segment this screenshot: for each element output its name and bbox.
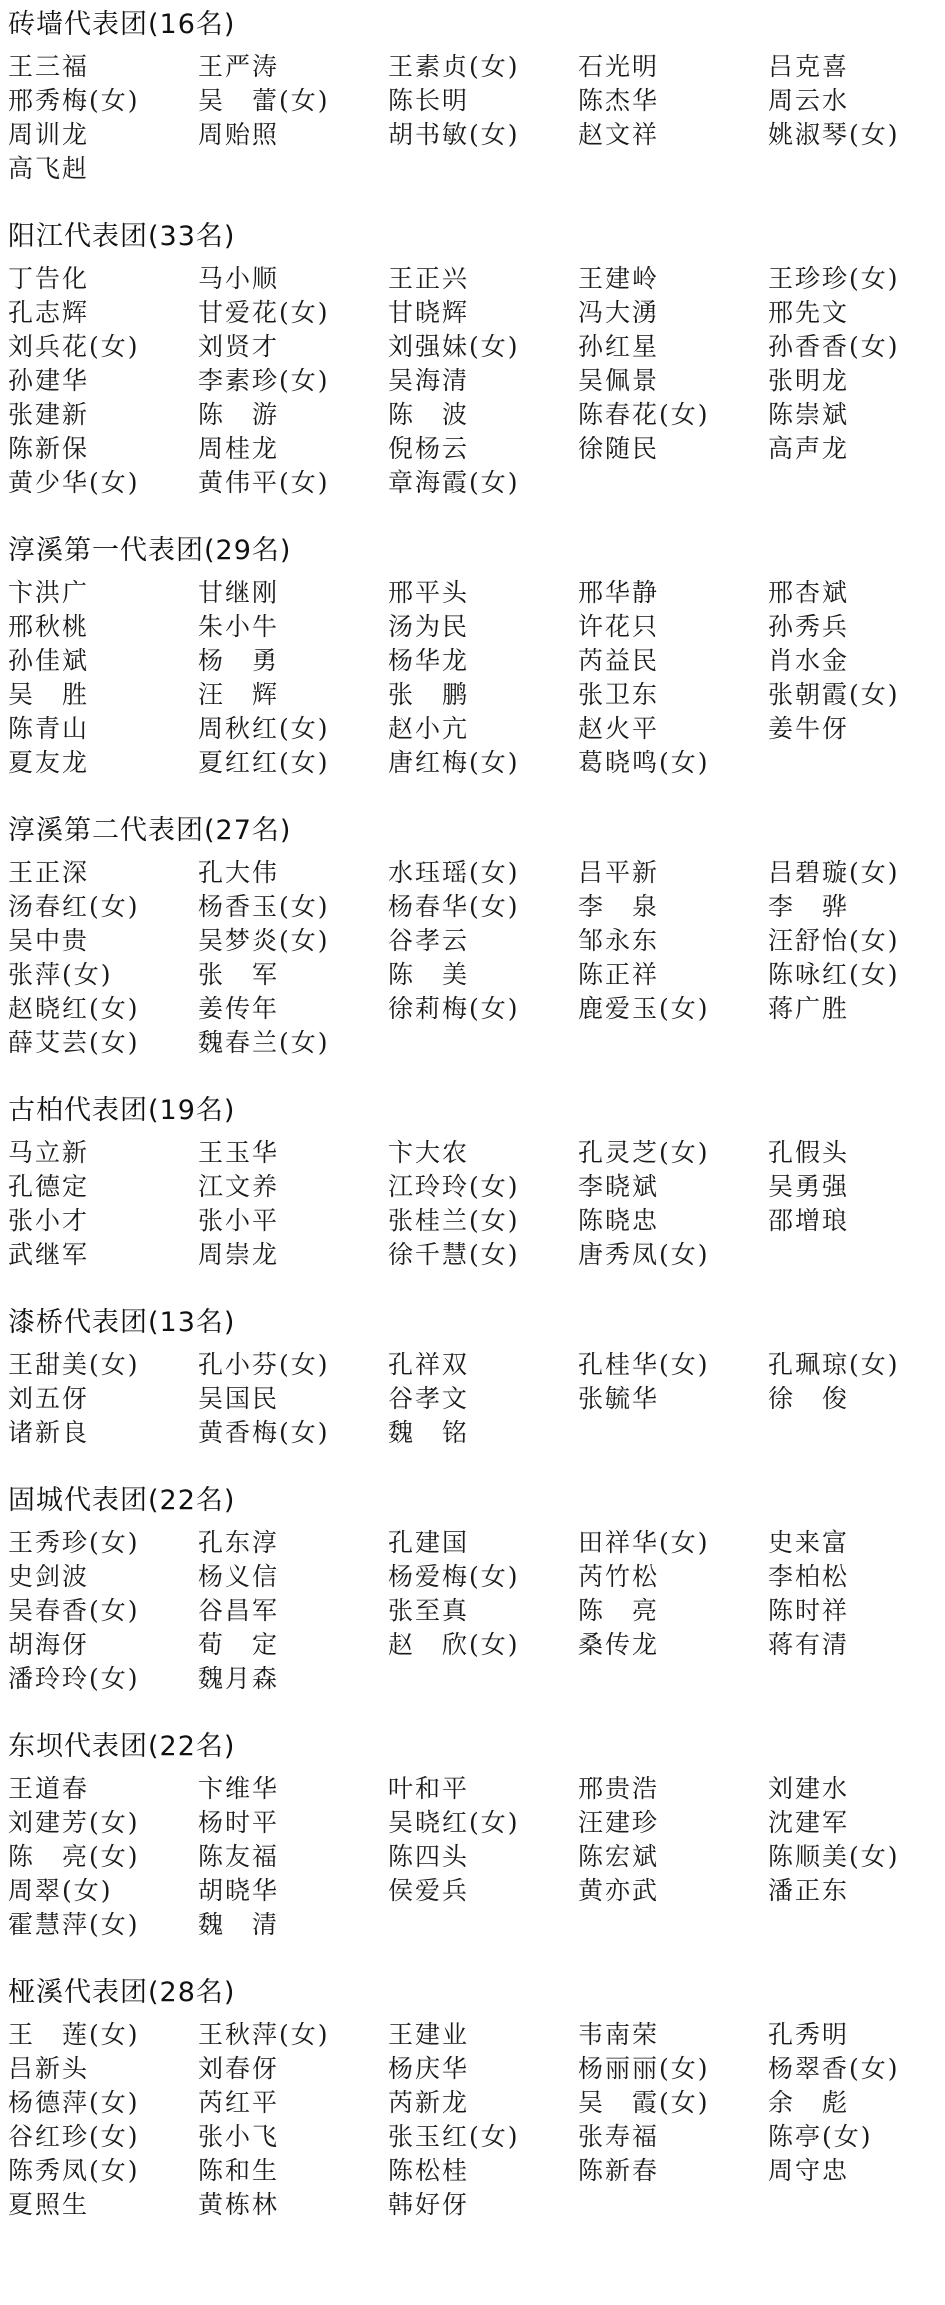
member-name: 周崇龙 — [198, 1240, 280, 1269]
member-name: 孔小芬(女) — [198, 1350, 330, 1379]
member-name: 周云水 — [768, 86, 850, 115]
member-name: 薛艾芸(女) — [8, 1028, 140, 1057]
member-name: 邢秀梅(女) — [8, 86, 140, 115]
member-name: 陈顺美(女) — [768, 1842, 900, 1871]
member-name: 夏照生 — [8, 2190, 90, 2219]
member-name: 胡晓华 — [198, 1876, 280, 1905]
delegation-title: 淳溪第一代表团(29名) — [8, 535, 292, 566]
member-name: 江玲玲(女) — [388, 1172, 520, 1201]
delegation-section — [8, 1092, 945, 1304]
member-name: 孙秀兵 — [768, 612, 850, 641]
member-name: 桑传龙 — [578, 1630, 660, 1659]
member-name: 韩好伢 — [388, 2190, 470, 2219]
member-name: 孔大伟 — [198, 858, 280, 887]
member-name: 陈友福 — [198, 1842, 280, 1871]
member-name: 孔秀明 — [768, 2020, 850, 2049]
member-name: 徐莉梅(女) — [388, 994, 520, 1023]
section-spacer — [8, 1696, 945, 1728]
delegation-section — [8, 532, 945, 812]
member-name: 刘建芳(女) — [8, 1808, 140, 1837]
member-name: 孙佳斌 — [8, 646, 90, 675]
member-name: 陈时祥 — [768, 1596, 850, 1625]
member-name: 张小飞 — [198, 2122, 280, 2151]
delegation-section — [8, 1974, 945, 2254]
member-name: 王珍珍(女) — [768, 264, 900, 293]
member-name: 吴 霞(女) — [578, 2088, 710, 2117]
member-name: 周贻照 — [198, 120, 280, 149]
member-name: 甘爱花(女) — [198, 298, 330, 327]
member-name: 潘正东 — [768, 1876, 850, 1905]
member-name: 陈晓忠 — [578, 1206, 660, 1235]
member-name: 吴佩景 — [578, 366, 660, 395]
member-name: 邢先文 — [768, 298, 850, 327]
member-name: 许花只 — [578, 612, 660, 641]
member-name: 胡书敏(女) — [388, 120, 520, 149]
member-name: 潘玲玲(女) — [8, 1664, 140, 1693]
delegation-section — [8, 1304, 945, 1482]
member-name: 孔灵芝(女) — [578, 1138, 710, 1167]
member-name: 张建新 — [8, 400, 90, 429]
member-name: 石光明 — [578, 52, 660, 81]
member-name: 水珏瑶(女) — [388, 858, 520, 887]
member-name: 荀 定 — [198, 1630, 280, 1659]
member-name: 王秋萍(女) — [198, 2020, 330, 2049]
member-name: 汤为民 — [388, 612, 470, 641]
member-name: 张朝霞(女) — [768, 680, 900, 709]
delegation-title: 淳溪第二代表团(27名) — [8, 815, 292, 846]
member-name: 刘强妹(女) — [388, 332, 520, 361]
member-name: 邢平头 — [388, 578, 470, 607]
member-name: 田祥华(女) — [578, 1528, 710, 1557]
member-name: 周桂龙 — [198, 434, 280, 463]
member-name: 孙建华 — [8, 366, 90, 395]
member-name: 刘贤才 — [198, 332, 280, 361]
member-name: 张至真 — [388, 1596, 470, 1625]
delegation-section — [8, 1482, 945, 1728]
member-name: 周秋红(女) — [198, 714, 330, 743]
member-name: 孔祥双 — [388, 1350, 470, 1379]
member-name: 吕碧璇(女) — [768, 858, 900, 887]
member-name: 蒋有清 — [768, 1630, 850, 1659]
member-name: 汤春红(女) — [8, 892, 140, 921]
delegation-title: 漆桥代表团(13名) — [8, 1307, 236, 1338]
member-name: 孔东淳 — [198, 1528, 280, 1557]
member-name: 张小才 — [8, 1206, 90, 1235]
member-name: 卞洪广 — [8, 578, 90, 607]
section-spacer — [8, 780, 945, 812]
member-name: 姜传年 — [198, 994, 280, 1023]
member-name: 邵增琅 — [768, 1206, 850, 1235]
member-name: 谷孝云 — [388, 926, 470, 955]
member-name: 王道春 — [8, 1774, 90, 1803]
member-grid — [8, 1136, 945, 1272]
delegation-title: 桠溪代表团(28名) — [8, 1977, 236, 2008]
section-spacer — [8, 1060, 945, 1092]
member-name: 周守忠 — [768, 2156, 850, 2185]
member-name: 邢贵浩 — [578, 1774, 660, 1803]
member-name: 谷红珍(女) — [8, 2122, 140, 2151]
section-spacer — [8, 2222, 945, 2254]
member-name: 刘兵花(女) — [8, 332, 140, 361]
member-name: 芮红平 — [198, 2088, 280, 2117]
member-name: 芮益民 — [578, 646, 660, 675]
member-name: 孙香香(女) — [768, 332, 900, 361]
member-name: 陈亭(女) — [768, 2122, 873, 2151]
member-name: 李晓斌 — [578, 1172, 660, 1201]
member-name: 唐红梅(女) — [388, 748, 520, 777]
member-name: 唐秀凤(女) — [578, 1240, 710, 1269]
member-name: 张 鹏 — [388, 680, 470, 709]
member-name: 汪舒怡(女) — [768, 926, 900, 955]
member-name: 陈 游 — [198, 400, 280, 429]
member-name: 高飞赳 — [8, 154, 90, 183]
member-name: 冯大湧 — [578, 298, 660, 327]
member-name: 高声龙 — [768, 434, 850, 463]
member-name: 王正兴 — [388, 264, 470, 293]
member-name: 夏友龙 — [8, 748, 90, 777]
member-name: 邢华静 — [578, 578, 660, 607]
member-name: 甘继刚 — [198, 578, 280, 607]
member-name: 陈春花(女) — [578, 400, 710, 429]
member-name: 陈新保 — [8, 434, 90, 463]
member-name: 吕平新 — [578, 858, 660, 887]
section-spacer — [8, 186, 945, 218]
member-name: 张小平 — [198, 1206, 280, 1235]
member-name: 丁告化 — [8, 264, 90, 293]
member-name: 孙红星 — [578, 332, 660, 361]
member-name: 李柏松 — [768, 1562, 850, 1591]
member-name: 赵火平 — [578, 714, 660, 743]
member-name: 叶和平 — [388, 1774, 470, 1803]
member-name: 陈崇斌 — [768, 400, 850, 429]
member-name: 卞维华 — [198, 1774, 280, 1803]
member-name: 孔德定 — [8, 1172, 90, 1201]
member-name: 黄伟平(女) — [198, 468, 330, 497]
member-name: 孔建国 — [388, 1528, 470, 1557]
member-name: 王甜美(女) — [8, 1350, 140, 1379]
member-name: 吴 蕾(女) — [198, 86, 330, 115]
member-name: 刘五伢 — [8, 1384, 90, 1413]
member-name: 陈 波 — [388, 400, 470, 429]
member-name: 陈松桂 — [388, 2156, 470, 2185]
member-name: 邹永东 — [578, 926, 660, 955]
member-name: 张寿福 — [578, 2122, 660, 2151]
member-name: 杨翠香(女) — [768, 2054, 900, 2083]
member-name: 王素贞(女) — [388, 52, 520, 81]
member-name: 陈 亮(女) — [8, 1842, 140, 1871]
member-name: 杨香玉(女) — [198, 892, 330, 921]
member-name: 肖水金 — [768, 646, 850, 675]
delegation-title: 砖墙代表团(16名) — [8, 9, 236, 40]
member-name: 侯爱兵 — [388, 1876, 470, 1905]
member-name: 张明龙 — [768, 366, 850, 395]
member-name: 刘建水 — [768, 1774, 850, 1803]
member-name: 杨华龙 — [388, 646, 470, 675]
member-name: 蒋广胜 — [768, 994, 850, 1023]
member-name: 张桂兰(女) — [388, 1206, 520, 1235]
member-name: 马立新 — [8, 1138, 90, 1167]
member-name: 杨爱梅(女) — [388, 1562, 520, 1591]
member-name: 周翠(女) — [8, 1876, 113, 1905]
member-name: 张毓华 — [578, 1384, 660, 1413]
member-name: 胡海伢 — [8, 1630, 90, 1659]
member-name: 王三福 — [8, 52, 90, 81]
member-name: 赵 欣(女) — [388, 1630, 520, 1659]
member-name: 陈四头 — [388, 1842, 470, 1871]
member-name: 杨时平 — [198, 1808, 280, 1837]
member-name: 鹿爱玉(女) — [578, 994, 710, 1023]
member-name: 陈秀凤(女) — [8, 2156, 140, 2185]
member-name: 王建业 — [388, 2020, 470, 2049]
member-name: 甘晓辉 — [388, 298, 470, 327]
member-name: 黄少华(女) — [8, 468, 140, 497]
member-grid — [8, 576, 945, 780]
member-name: 武继军 — [8, 1240, 90, 1269]
member-grid — [8, 2018, 945, 2222]
member-name: 杨 勇 — [198, 646, 280, 675]
member-name: 陈 亮 — [578, 1596, 660, 1625]
member-name: 王 莲(女) — [8, 2020, 140, 2049]
member-name: 王正深 — [8, 858, 90, 887]
member-name: 吴晓红(女) — [388, 1808, 520, 1837]
member-name: 陈咏红(女) — [768, 960, 900, 989]
member-name: 魏月森 — [198, 1664, 280, 1693]
member-name: 吴勇强 — [768, 1172, 850, 1201]
section-spacer — [8, 1272, 945, 1304]
delegation-title: 阳江代表团(33名) — [8, 221, 236, 252]
delegation-section — [8, 1728, 945, 1974]
member-name: 吴中贵 — [8, 926, 90, 955]
member-name: 张卫东 — [578, 680, 660, 709]
member-grid — [8, 1772, 945, 1942]
member-name: 赵小亢 — [388, 714, 470, 743]
member-name: 霍慧萍(女) — [8, 1910, 140, 1939]
member-name: 陈青山 — [8, 714, 90, 743]
member-name: 陈和生 — [198, 2156, 280, 2185]
member-name: 王玉华 — [198, 1138, 280, 1167]
member-name: 徐千慧(女) — [388, 1240, 520, 1269]
member-name: 陈杰华 — [578, 86, 660, 115]
delegation-title: 固城代表团(22名) — [8, 1485, 236, 1516]
member-name: 王秀珍(女) — [8, 1528, 140, 1557]
member-name: 杨丽丽(女) — [578, 2054, 710, 2083]
member-name: 徐 俊 — [768, 1384, 850, 1413]
member-name: 王建岭 — [578, 264, 660, 293]
member-name: 孔桂华(女) — [578, 1350, 710, 1379]
member-grid — [8, 50, 945, 186]
delegation-title: 古柏代表团(19名) — [8, 1095, 236, 1126]
member-name: 魏春兰(女) — [198, 1028, 330, 1057]
member-name: 陈宏斌 — [578, 1842, 660, 1871]
member-name: 余 彪 — [768, 2088, 850, 2117]
member-name: 谷昌军 — [198, 1596, 280, 1625]
member-name: 陈正祥 — [578, 960, 660, 989]
member-name: 汪建珍 — [578, 1808, 660, 1837]
member-name: 史剑波 — [8, 1562, 90, 1591]
member-name: 吕新头 — [8, 2054, 90, 2083]
member-name: 李 骅 — [768, 892, 850, 921]
member-name: 葛晓鸣(女) — [578, 748, 710, 777]
member-name: 史来富 — [768, 1528, 850, 1557]
member-name: 李 泉 — [578, 892, 660, 921]
member-name: 杨庆华 — [388, 2054, 470, 2083]
member-name: 夏红红(女) — [198, 748, 330, 777]
delegation-title: 东坝代表团(22名) — [8, 1731, 236, 1762]
member-name: 周训龙 — [8, 120, 90, 149]
member-name: 黄栋林 — [198, 2190, 280, 2219]
member-name: 姚淑琴(女) — [768, 120, 900, 149]
member-name: 芮竹松 — [578, 1562, 660, 1591]
member-name: 张玉红(女) — [388, 2122, 520, 2151]
member-name: 邢秋桃 — [8, 612, 90, 641]
member-name: 杨义信 — [198, 1562, 280, 1591]
member-name: 黄香梅(女) — [198, 1418, 330, 1447]
member-grid — [8, 262, 945, 500]
member-name: 孔假头 — [768, 1138, 850, 1167]
member-name: 韦南荣 — [578, 2020, 660, 2049]
member-name: 吴梦炎(女) — [198, 926, 330, 955]
member-name: 卞大农 — [388, 1138, 470, 1167]
member-name: 章海霞(女) — [388, 468, 520, 497]
member-name: 江文养 — [198, 1172, 280, 1201]
member-name: 张萍(女) — [8, 960, 113, 989]
member-name: 陈新春 — [578, 2156, 660, 2185]
delegation-section — [8, 218, 945, 532]
member-grid — [8, 856, 945, 1060]
member-name: 汪 辉 — [198, 680, 280, 709]
section-spacer — [8, 500, 945, 532]
member-name: 吴海清 — [388, 366, 470, 395]
member-name: 赵晓红(女) — [8, 994, 140, 1023]
member-name: 诸新良 — [8, 1418, 90, 1447]
member-name: 邢杏斌 — [768, 578, 850, 607]
member-name: 李素珍(女) — [198, 366, 330, 395]
member-name: 赵文祥 — [578, 120, 660, 149]
member-name: 朱小牛 — [198, 612, 280, 641]
member-name: 吕克喜 — [768, 52, 850, 81]
member-name: 孔珮琼(女) — [768, 1350, 900, 1379]
member-name: 黄亦武 — [578, 1876, 660, 1905]
member-name: 马小顺 — [198, 264, 280, 293]
delegation-section — [8, 812, 945, 1092]
member-name: 魏 清 — [198, 1910, 280, 1939]
member-name: 谷孝文 — [388, 1384, 470, 1413]
member-grid — [8, 1348, 945, 1450]
section-spacer — [8, 1942, 945, 1974]
member-name: 陈长明 — [388, 86, 470, 115]
delegation-section — [8, 6, 945, 218]
member-name: 刘春伢 — [198, 2054, 280, 2083]
member-name: 杨春华(女) — [388, 892, 520, 921]
member-name: 姜牛伢 — [768, 714, 850, 743]
member-name: 徐随民 — [578, 434, 660, 463]
member-name: 杨德萍(女) — [8, 2088, 140, 2117]
member-name: 孔志辉 — [8, 298, 90, 327]
member-name: 沈建军 — [768, 1808, 850, 1837]
section-spacer — [8, 1450, 945, 1482]
member-name: 王严涛 — [198, 52, 280, 81]
member-name: 吴国民 — [198, 1384, 280, 1413]
member-name: 吴 胜 — [8, 680, 90, 709]
member-name: 陈 美 — [388, 960, 470, 989]
member-grid — [8, 1526, 945, 1696]
member-name: 魏 铭 — [388, 1418, 470, 1447]
member-name: 芮新龙 — [388, 2088, 470, 2117]
member-name: 张 军 — [198, 960, 280, 989]
member-name: 倪杨云 — [388, 434, 470, 463]
member-name: 吴春香(女) — [8, 1596, 140, 1625]
